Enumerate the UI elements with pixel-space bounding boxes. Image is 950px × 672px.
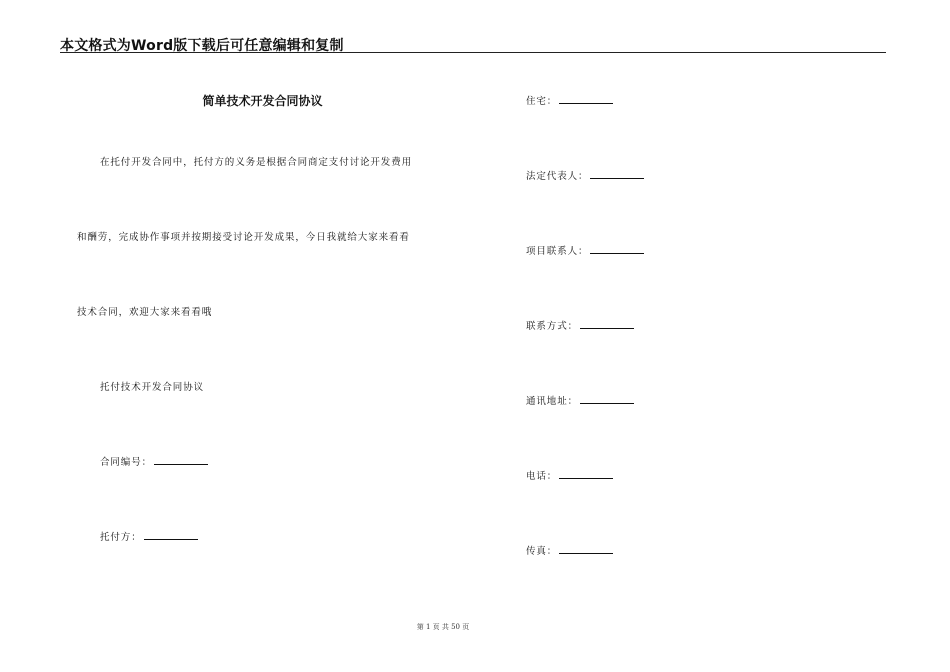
blank-line [580,394,634,404]
document-title: 简单技术开发合同协议 [202,94,323,108]
field-contact-method [526,318,634,332]
field-project-contact [526,243,644,257]
page-number-footer: 第 1 页 共 50 页 [416,623,470,631]
field-label: 电话： [526,471,558,482]
field-label: 托付方： [100,532,142,543]
field-mailing-address [526,393,634,407]
header-title: 本文格式为Word版下载后可任意编辑和复制 [60,38,344,54]
field-legal-representative [526,168,644,182]
intro-line-1: 在托付开发合同中，托付方的义务是根据合同商定支付讨论开发费用 [100,157,413,168]
field-label: 住宅： [526,96,558,107]
field-fax [526,543,613,557]
header-divider [60,52,886,53]
blank-line [590,169,644,179]
field-contract-number [100,454,208,468]
intro-line-2: 和酬劳，完成协作事项并按期接受讨论开发成果，今日我就给大家来看看 [77,232,410,243]
field-phone [526,468,613,482]
field-label: 联系方式： [526,321,579,332]
intro-line-3: 技术合同，欢迎大家来看看哦 [77,307,213,318]
blank-line [559,469,613,479]
contract-subtitle: 托付技术开发合同协议 [100,382,205,393]
field-label: 传真： [526,546,558,557]
field-label: 通讯地址： [526,396,579,407]
blank-line [559,544,613,554]
blank-line [154,455,208,465]
field-label: 法定代表人： [526,171,589,182]
blank-line [144,530,198,540]
field-residence [526,93,613,107]
field-client [100,529,198,543]
blank-line [580,319,634,329]
blank-line [559,94,613,104]
field-label: 合同编号： [100,457,153,468]
blank-line [590,244,644,254]
field-label: 项目联系人： [526,246,589,257]
